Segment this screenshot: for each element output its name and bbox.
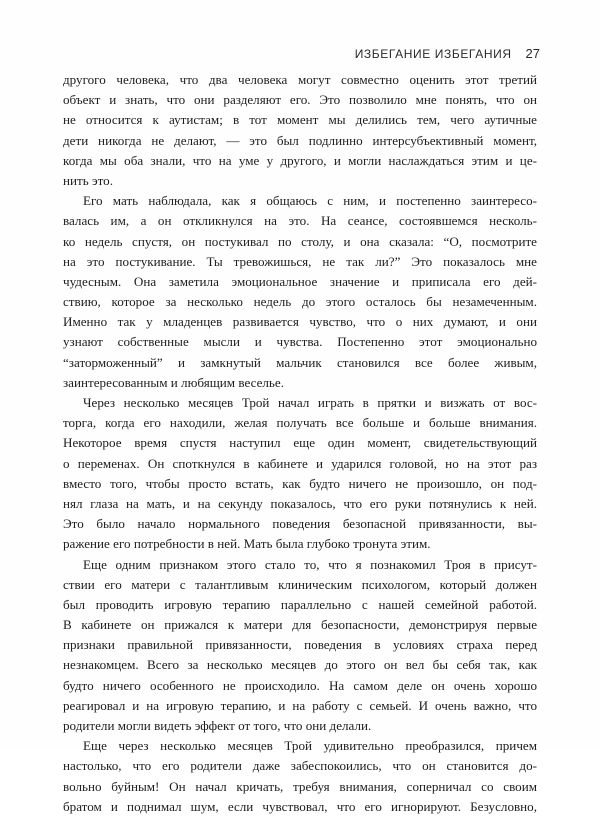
text-line: Именно так у младенцев развивается чувство, что о них думают, и они: [63, 314, 537, 330]
text-line: был проводить игровую терапию параллельно с нашей семейной работой.: [63, 596, 537, 612]
text-line: на это постукивание. Ты тревожишься, не так ли?” Это показалось мне: [63, 253, 537, 269]
text-line: Его мать наблюдала, как я общаюсь с ним, и постепенно заинтересо-: [83, 193, 537, 209]
text-line: не относится к аутистам; в тот момент мы делились тем, чего аутичные: [63, 112, 537, 128]
text-line: чудесным. Она заметила эмоциональное значение и приписала его дей-: [63, 273, 537, 289]
running-title: ИЗБЕГАНИЕ ИЗБЕГАНИЯ: [354, 47, 512, 61]
text-line: вместо того, чтобы просто встать, как будто ничего не произошло, он под-: [63, 475, 537, 491]
text-line: В кабинете он прижался к матери для безопасности, демонстрируя первые: [63, 617, 537, 633]
text-line: ствию, которое за несколько недель до этого осталось бы незамеченным.: [63, 294, 537, 310]
text-line: дети никогда не делают, — это был подлинно интерсубъективный момент,: [63, 132, 537, 148]
text-line: “заторможенный” и замкнутый мальчик становился все более живым,: [63, 354, 537, 370]
text-line: нить это.: [63, 172, 113, 188]
text-line: валась им, а он откликнулся на это. На сеансе, состоявшемся несколь-: [63, 213, 537, 229]
text-line: ражение его потребности в ней. Мать была глубоко тронута этим.: [63, 536, 431, 552]
text-line: Некоторое время спустя наступил еще один момент, свидетельствующий: [63, 435, 537, 451]
page-number: 27: [525, 46, 540, 61]
text-line: ствии его матери с талантливым клиническим психологом, который должен: [63, 576, 537, 592]
text-line: Еще одним признаком этого стало то, что я познакомил Троя в присут-: [83, 556, 537, 572]
text-line: признаки правильной привязанности, поведения в условиях страха перед: [63, 637, 537, 653]
text-line: незнакомцем. Всего за несколько месяцев до этого он вел бы себя так, как: [63, 657, 537, 673]
text-line: нял глаза на мать, и на секунду показалось, что его руки потянулись к ней.: [63, 495, 537, 511]
text-line: Через несколько месяцев Трой начал играть в прятки и визжать от вос-: [83, 395, 537, 410]
body-text: [63, 70, 537, 817]
text-line: когда мы оба знали, что на уме у другого, и могли наслаждаться этим и це-: [63, 152, 537, 168]
text-line: вольно буйным! Он начал кричать, требуя внимания, соперничал со своим: [63, 778, 537, 794]
text-line: заинтересованным и любящим веселье.: [63, 374, 284, 390]
text-line: торга, когда его находили, желая получать все больше и больше внимания.: [63, 415, 537, 431]
running-header: [355, 46, 540, 61]
text-line: реагировал и на игровую терапию, и на работу с семьей. И очень важно, что: [63, 697, 537, 713]
text-line: родители могли видеть эффект от того, что они делали.: [63, 718, 372, 733]
text-line: Еще через несколько месяцев Трой удивительно преобразился, причем: [83, 738, 537, 754]
text-line: настолько, что его родители даже забеспокоились, что он становится до-: [63, 758, 537, 774]
text-line: будто ничего особенного не происходило. На самом деле он очень хорошо: [63, 677, 537, 693]
text-line: другого человека, что два человека могут совместно оценить этот третий: [63, 72, 537, 87]
text-line: ко недель спустя, он постукивал по столу, и она сказала: “О, посмотрите: [63, 233, 537, 249]
text-line: Это было начало нормального поведения безопасной привязанности, вы-: [63, 516, 537, 532]
text-line: объект и знать, что они разделяют его. Это позволило мне понять, что он: [63, 92, 537, 108]
text-line: узнают собственные мысли и чувства. Постепенно этот эмоционально: [63, 334, 537, 350]
text-line: о переменах. Он споткнулся в кабинете и ударился головой, но на этот раз: [63, 455, 537, 471]
text-line: братом и поднимал шум, если чувствовал, что его игнорируют. Безусловно,: [63, 798, 537, 814]
